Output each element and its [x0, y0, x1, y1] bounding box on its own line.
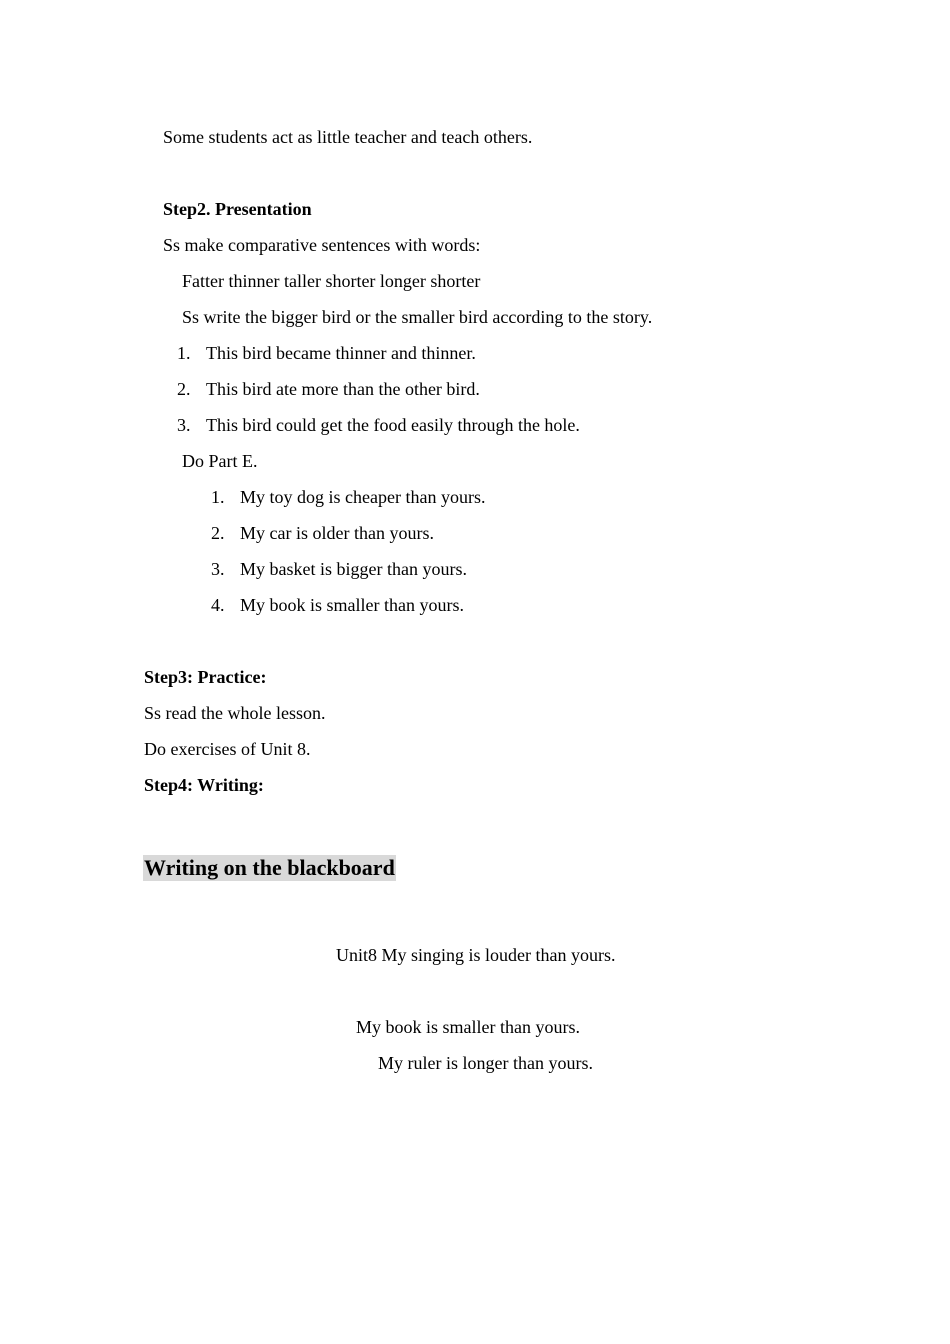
step3-title: Step3: Practice:: [144, 667, 267, 687]
blackboard-heading: Writing on the blackboard: [144, 855, 395, 880]
step3-line: Do exercises of Unit 8.: [144, 739, 311, 759]
step2-title: Step2. Presentation: [163, 199, 312, 219]
intro-text: Some students act as little teacher and teach others.: [163, 127, 533, 147]
list-number: 3.: [211, 559, 225, 579]
list-text: My book is smaller than yours.: [240, 595, 464, 615]
list-text: This bird could get the food easily through the hole.: [206, 415, 580, 435]
blackboard-title: Unit8 My singing is louder than yours.: [336, 945, 616, 965]
list-number: 3.: [177, 415, 191, 435]
step4-title: Step4: Writing:: [144, 775, 264, 795]
list-number: 2.: [211, 523, 225, 543]
list-text: My toy dog is cheaper than yours.: [240, 487, 486, 507]
blackboard-line: My ruler is longer than yours.: [378, 1053, 593, 1073]
blackboard-line: My book is smaller than yours.: [356, 1017, 580, 1037]
list-number: 2.: [177, 379, 191, 399]
part-e-label: Do Part E.: [182, 451, 258, 471]
list-text: My basket is bigger than yours.: [240, 559, 467, 579]
list-text: This bird ate more than the other bird.: [206, 379, 480, 399]
list-number: 1.: [211, 487, 225, 507]
step2-words: Fatter thinner taller shorter longer shorter: [182, 271, 481, 291]
step2-task: Ss write the bigger bird or the smaller bird according to the story.: [182, 307, 653, 327]
step3-line: Ss read the whole lesson.: [144, 703, 326, 723]
list-number: 1.: [177, 343, 191, 363]
list-number: 4.: [211, 595, 225, 615]
list-text: My car is older than yours.: [240, 523, 434, 543]
step2-instruction: Ss make comparative sentences with words:: [163, 235, 481, 255]
list-text: This bird became thinner and thinner.: [206, 343, 476, 363]
